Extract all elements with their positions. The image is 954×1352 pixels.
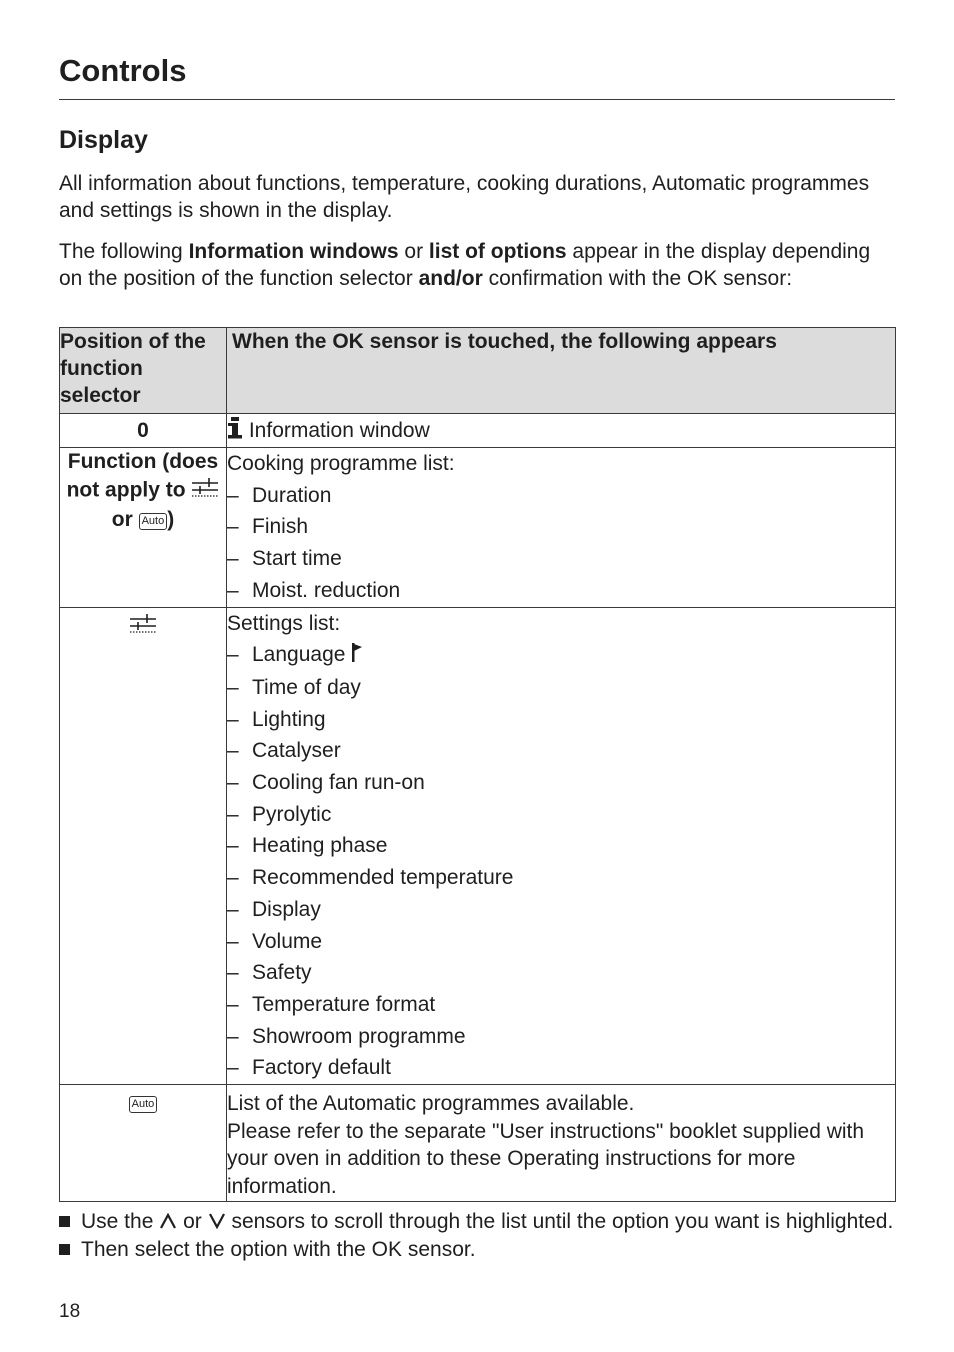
settings-list xyxy=(227,639,895,1084)
list-item: – Time of day xyxy=(227,672,895,704)
options-paragraph xyxy=(59,238,895,292)
result-cell xyxy=(227,1085,896,1202)
result-cell xyxy=(227,414,896,448)
list-item: – Recommended temperature xyxy=(227,862,895,894)
table-row xyxy=(60,1085,896,1202)
bullet-text: Then select the option with the OK sensor. xyxy=(81,1238,476,1261)
list-item: – Finish xyxy=(227,511,895,543)
page-title: Controls xyxy=(59,53,187,88)
position-text: Function (does not apply to xyxy=(66,450,219,502)
controls-table xyxy=(59,327,896,1202)
list-item: – Temperature format xyxy=(227,989,895,1021)
para-text: or xyxy=(398,240,429,263)
bullet-square-icon xyxy=(59,1216,70,1227)
bullet-text: sensors to scroll through the list until the option you want is highlighted. xyxy=(231,1210,894,1233)
list-item: – Showroom programme xyxy=(227,1021,895,1053)
list-item: – Cooling fan run-on xyxy=(227,767,895,799)
instruction-list xyxy=(59,1208,895,1263)
settings-icon xyxy=(191,476,219,506)
position-settings xyxy=(60,607,227,1085)
title-divider xyxy=(59,99,895,100)
list-item: – Lighting xyxy=(227,704,895,736)
position-function xyxy=(60,448,227,608)
intro-paragraph: All information about functions, temperature, cooking durations, Automatic programmes and settings is shown in the display. xyxy=(59,172,870,222)
position-auto xyxy=(60,1085,227,1202)
bullet-text: or xyxy=(183,1210,202,1233)
list-item: – Heating phase xyxy=(227,830,895,862)
list-item: – Safety xyxy=(227,957,895,989)
settings-icon xyxy=(129,612,157,642)
list-title: Cooking programme list: xyxy=(227,452,455,475)
list-item: – Volume xyxy=(227,926,895,958)
chevron-down-icon xyxy=(208,1209,226,1236)
para-text: The following xyxy=(59,240,189,263)
list-title: Settings list: xyxy=(227,611,341,635)
list-item: – Duration xyxy=(227,480,895,512)
auto-line-2: Please refer to the separate "User instructions" booklet supplied with your oven in addition to these Operating instructions for more information. xyxy=(227,1119,865,1198)
list-item xyxy=(59,1208,895,1236)
list-item: – Start time xyxy=(227,543,895,575)
para-bold: list of options xyxy=(428,240,567,263)
list-item: – Pyrolytic xyxy=(227,799,895,831)
info-window-label: Information window xyxy=(248,419,430,442)
list-item xyxy=(227,639,895,672)
table-header-row xyxy=(60,328,896,414)
list-item: – Factory default xyxy=(227,1052,895,1084)
flag-icon xyxy=(351,640,363,672)
para-text: confirmation with the OK sensor: xyxy=(482,267,793,290)
list-item-label: Language xyxy=(252,643,346,667)
para-bold: Information windows xyxy=(188,240,399,263)
bullet-text: Use the xyxy=(81,1210,154,1233)
table-row xyxy=(60,414,896,448)
bullet-square-icon xyxy=(59,1244,70,1255)
section-title: Display xyxy=(59,126,148,154)
chevron-up-icon xyxy=(159,1209,177,1236)
table-row xyxy=(60,448,896,608)
cooking-programme-list xyxy=(227,480,895,607)
auto-icon: Auto xyxy=(129,1096,158,1113)
info-icon xyxy=(227,417,243,447)
position-zero: 0 xyxy=(60,414,227,448)
position-text: ) xyxy=(167,508,175,531)
result-cell xyxy=(227,448,896,608)
header-result: When the OK sensor is touched, the following appears xyxy=(227,328,896,414)
auto-icon: Auto xyxy=(139,513,168,530)
list-item: – Catalyser xyxy=(227,735,895,767)
list-item: – Display xyxy=(227,894,895,926)
position-text: or xyxy=(111,508,133,531)
para-bold: and/or xyxy=(418,267,483,290)
table-row xyxy=(60,607,896,1085)
para-text: appear in the display depending on the position of the function selector xyxy=(59,240,871,290)
list-item: – Moist. reduction xyxy=(227,575,895,607)
auto-line-1: List of the Automatic programmes available. xyxy=(227,1092,635,1116)
result-cell xyxy=(227,607,896,1085)
header-position: Position of the function selector xyxy=(60,328,227,414)
page-number: 18 xyxy=(59,1301,81,1322)
list-item xyxy=(59,1236,895,1263)
